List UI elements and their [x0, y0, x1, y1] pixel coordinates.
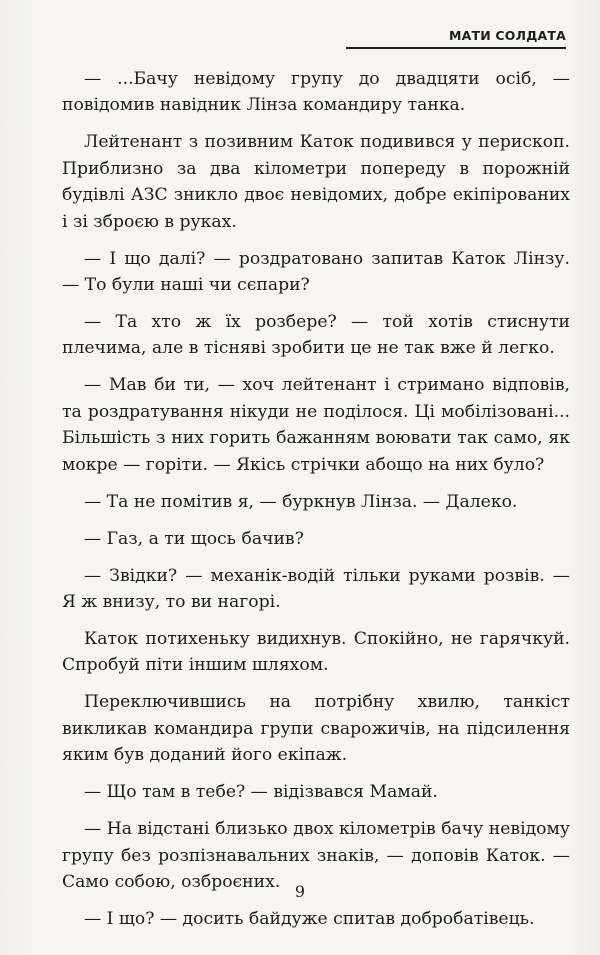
paragraph: — І що далі? — роздратовано запитав Каток Лінзу. — То були наші чи сєпари? — [62, 248, 570, 296]
paragraph: — ...Бачу невідому групу до двадцяти осіб, — повідомив навідник Лінза командиру танка. — [62, 69, 570, 116]
paragraph: — Газ, а ти щось бачив? — [84, 528, 304, 549]
paragraph: — На відстані близько двох кілометрів бачу невідому групу без розпізнавальних знаків, — доповів Каток. — Само собою, озброєних. — [62, 819, 570, 893]
running-head: МАТИ СОЛДАТА — [346, 28, 566, 49]
paragraph: — І що? — досить байдуже спитав добробатівець. — [84, 909, 535, 930]
paragraph: Переключившись на потрібну хвилю, танкіст викликав командира групи сварожичів, на підсилення яким був доданий його екіпаж. — [62, 692, 570, 766]
paragraph: — Що там в тебе? — відізвався Мамай. — [84, 782, 438, 803]
page-number: 9 — [294, 882, 306, 901]
paragraph: — Звідки? — механік-водій тільки руками розвів. — Я ж внизу, то ви нагорі. — [62, 565, 570, 613]
paragraph: Лейтенант з позивним Каток подивився у перископ. Приблизно за два кілометри попереду в порожній будівлі АЗС зникло двоє невідомих, добре екіпірованих і зі зброєю в руках. — [62, 132, 570, 232]
paragraph: Каток потихеньку видихнув. Спокійно, не гарячкуй. Спробуй піти іншим шляхом. — [62, 629, 570, 676]
paragraph: — Та хто ж їх розбере? — той хотів стиснути плечима, але в тісняві зробити це не так вже й легко. — [62, 312, 570, 359]
paragraph: — Та не помітив я, — буркнув Лінза. — Далеко. — [84, 491, 518, 512]
body-text — [62, 66, 570, 943]
paragraph: — Мав би ти, — хоч лейтенант і стримано відповів, та роздратування нікуди не поділося. Ці мобілізовані... Більшість з них горить бажанням воювати так само, як мокре — горіти. — Якісь стрічки абощо на них було? — [62, 375, 570, 475]
